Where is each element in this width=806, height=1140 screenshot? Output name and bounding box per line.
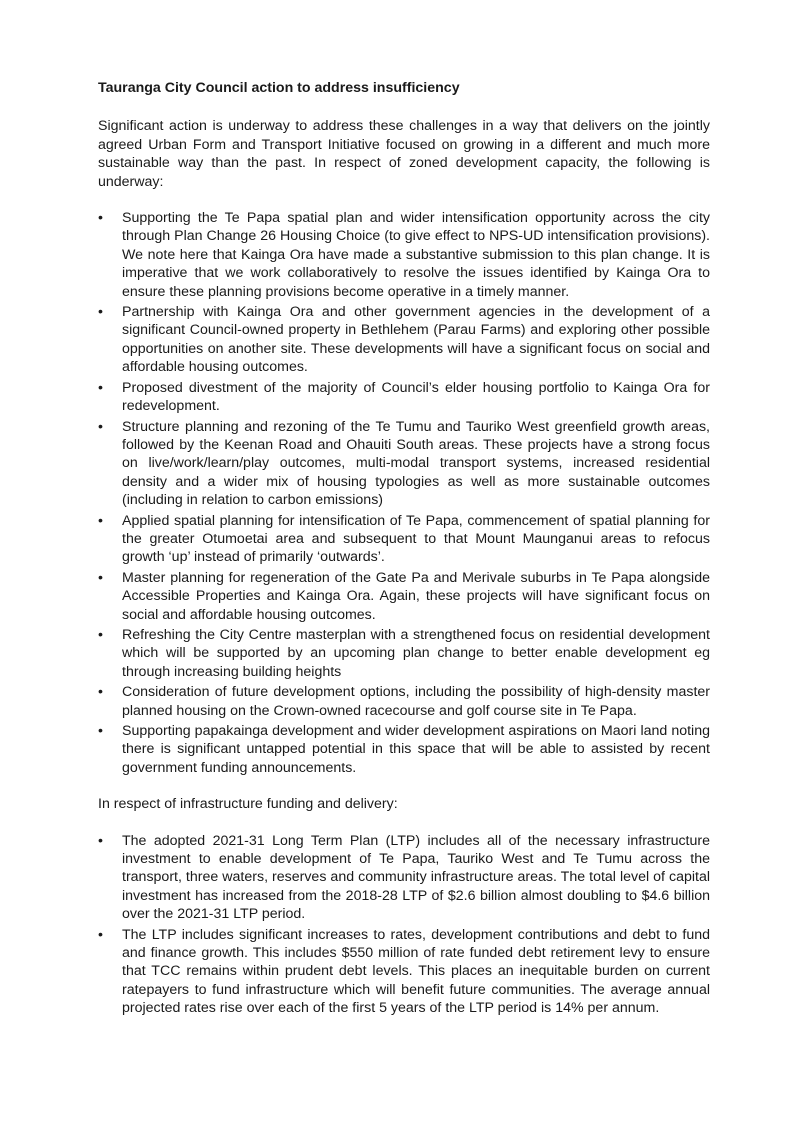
list-item-text: Supporting the Te Papa spatial plan and wider intensification opportunity across the city through Plan Change 26 Housing Choice (to give effect to NPS-UD intensification provisions). We note here that Kainga Ora have made a substantive submission to this plan change. It is imperative that we work collaboratively to resolve the issues identified by Kainga Ora to ensure these planning provisions become operative in a timely manner. — [122, 210, 710, 300]
section-heading: Tauranga City Council action to address insufficiency — [98, 80, 460, 96]
bullet-icon: • — [98, 626, 103, 643]
list-item — [98, 512, 710, 567]
list-item-text: Refreshing the City Centre masterplan with a strengthened focus on residential development which will be supported by an upcoming plan change to better enable development eg through increasing building heights — [122, 626, 710, 680]
bullet-icon: • — [98, 723, 103, 739]
list-item — [98, 926, 710, 1018]
list-item — [98, 569, 710, 624]
list-item — [98, 418, 710, 510]
list-item-text: Partnership with Kainga Ora and other government agencies in the development of a significant Council-owned property in Bethlehem (Parau Farms) and exploring other possible opportunities on another site. These developments will have a significant focus on social and affordable housing outcomes. — [122, 304, 710, 376]
bullet-icon: • — [98, 418, 103, 435]
intro-paragraph: Significant action is underway to address these challenges in a way that delivers on the jointly agreed Urban Form and Transport Initiative focused on growing in a different and much more sustainable way than the past. In respect of zoned development capacity, the following is underway: — [98, 118, 710, 190]
document-page — [98, 79, 710, 1020]
bullet-icon: • — [98, 379, 103, 396]
list-item-text: The LTP includes significant increases to rates, development contributions and debt to fund and finance growth. This includes $550 million of rate funded debt retirement levy to ensure that TCC remains within prudent debt levels. This places an inequitable burden on current ratepayers to fund infrastructure which will benefit future communities. The average annual projected rates rise over each of the first 5 years of the LTP period is 14% per annum. — [122, 926, 710, 1017]
list-item — [98, 209, 710, 301]
list-item — [98, 626, 710, 681]
infrastructure-paragraph: In respect of infrastructure funding and delivery: — [98, 796, 398, 813]
bullet-icon: • — [98, 684, 103, 701]
bullet-icon: • — [98, 832, 103, 849]
list-item-text: Master planning for regeneration of the Gate Pa and Merivale suburbs in Te Papa alongside Accessible Properties and Kainga Ora. Again, these projects will have significant focus on social and affordable housing outcomes. — [122, 569, 710, 623]
list-item — [98, 379, 710, 416]
capacity-actions-list — [98, 209, 710, 777]
infrastructure-list — [98, 832, 710, 1018]
list-item-text: Applied spatial planning for intensification of Te Papa, commencement of spatial planning for the greater Otumoetai area and subsequent to that Mount Maunganui areas to refocus growth ‘up’ instead of primarily ‘outwards’. — [122, 512, 710, 566]
bullet-icon: • — [98, 304, 103, 321]
list-item-text: Consideration of future development options, including the possibility of high-density master planned housing on the Crown-owned racecourse and golf course site in Te Papa. — [122, 684, 710, 719]
bullet-icon: • — [98, 926, 103, 943]
list-item — [98, 683, 710, 720]
bullet-icon: • — [98, 512, 103, 529]
list-item-text: Supporting papakainga development and wider development aspirations on Maori land noting there is significant untapped potential in this space that will be able to assisted by recent government funding announcements. — [122, 723, 710, 776]
bullet-icon: • — [98, 210, 103, 227]
list-item-text: Proposed divestment of the majority of Council’s elder housing portfolio to Kainga Ora for redevelopment. — [122, 379, 710, 415]
list-item-text: The adopted 2021-31 Long Term Plan (LTP) includes all of the necessary infrastructure investment to enable development of Te Papa, Tauriko West and Te Tumu across the transport, three waters, reserves and community infrastructure areas. The total level of capital investment has increased from the 2018-28 LTP of $2.6 billion almost doubling to $4.6 billion over the 2021-31 LTP period. — [122, 832, 710, 923]
list-item — [98, 722, 710, 777]
bullet-icon: • — [98, 569, 103, 586]
list-item-text: Structure planning and rezoning of the Te Tumu and Tauriko West greenfield growth areas, followed by the Keenan Road and Ohauiti South areas. These projects have a strong focus on live/work/learn/play outcomes, multi-modal transport systems, increased residential density and a wider mix of housing typologies as well as more sustainable outcomes (including in relation to carbon emissions) — [122, 418, 710, 509]
list-item — [98, 303, 710, 377]
list-item — [98, 832, 710, 924]
